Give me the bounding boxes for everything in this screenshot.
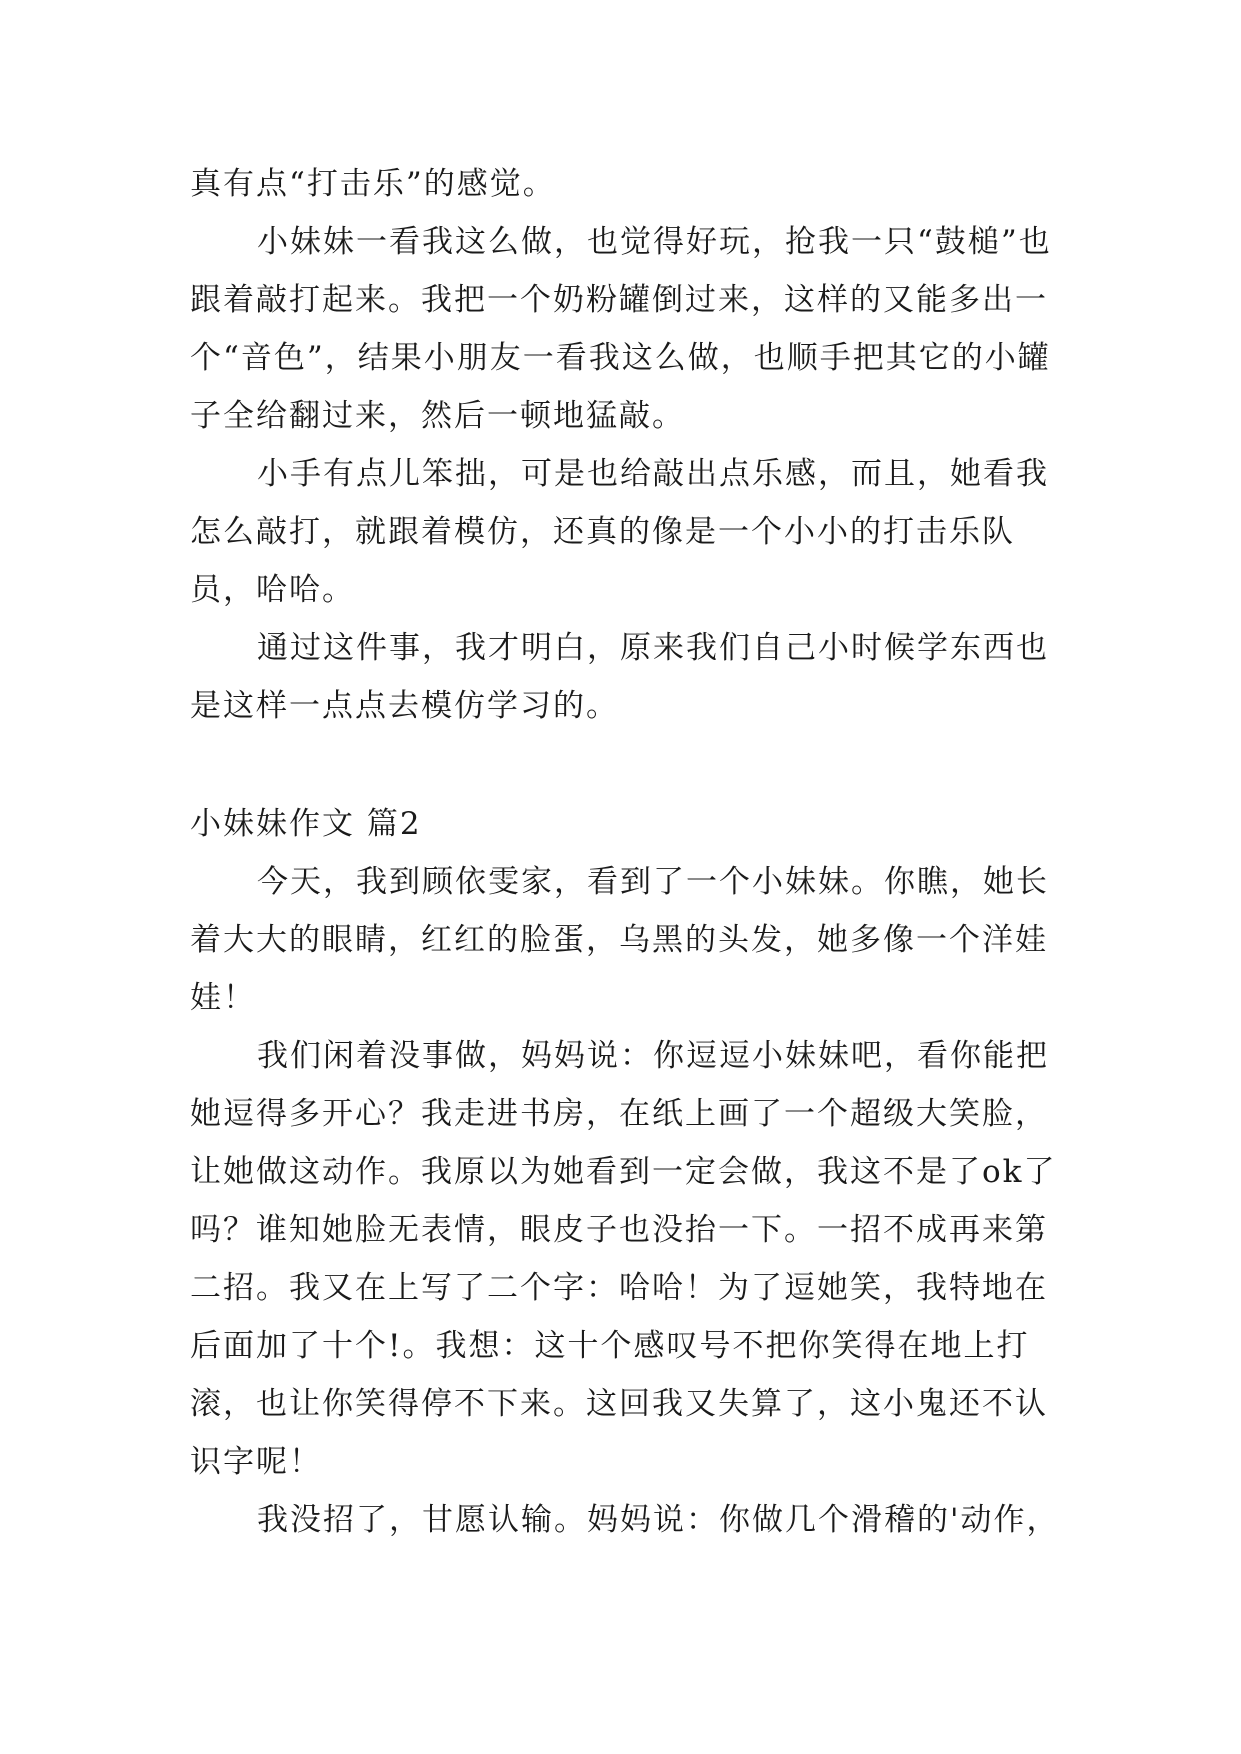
section-gap [190, 735, 1060, 795]
paragraph: 今天，我到顾依雯家，看到了一个小妹妹。你瞧，她长着大大的眼睛，红红的脸蛋，乌黑的头发，她多像一个洋娃娃！ [190, 864, 1049, 1016]
paragraph: 通过这件事，我才明白，原来我们自己小时候学东西也是这样一点点去模仿学习的。 [190, 630, 1049, 724]
paragraph: 我没招了，甘愿认输。妈妈说：你做几个滑稽的'动作， [257, 1502, 1060, 1538]
document-page [190, 155, 1060, 1549]
paragraph-continuation: 真有点“打击乐”的感觉。 [190, 166, 556, 202]
paragraph: 我们闲着没事做，妈妈说：你逗逗小妹妹吧，看你能把她逗得多开心？我走进书房，在纸上画了一个超级大笑脸，让她做这动作。我原以为她看到一定会做，我这不是了ok了吗？谁知她脸无表情，眼皮子也没抬一下。一招不成再来第二招。我又在上写了二个字：哈哈！为了逗她笑，我特地在后面加了十个!。我想：这十个感叹号不把你笑得在地上打滚，也让你笑得停不下来。这回我又失算了，这小鬼还不认识字呢！ [190, 1038, 1057, 1480]
section-heading: 小妹妹作文 篇2 [190, 806, 422, 842]
paragraph: 小妹妹一看我这么做，也觉得好玩，抢我一只“鼓槌”也跟着敲打起来。我把一个奶粉罐倒过来，这样的又能多出一个“音色”，结果小朋友一看我这么做，也顺手把其它的小罐子全给翻过来，然后一顿地猛敲。 [190, 224, 1052, 434]
paragraph: 小手有点儿笨拙，可是也给敲出点乐感，而且，她看我怎么敲打，就跟着模仿，还真的像是一个小小的打击乐队员，哈哈。 [190, 456, 1049, 608]
